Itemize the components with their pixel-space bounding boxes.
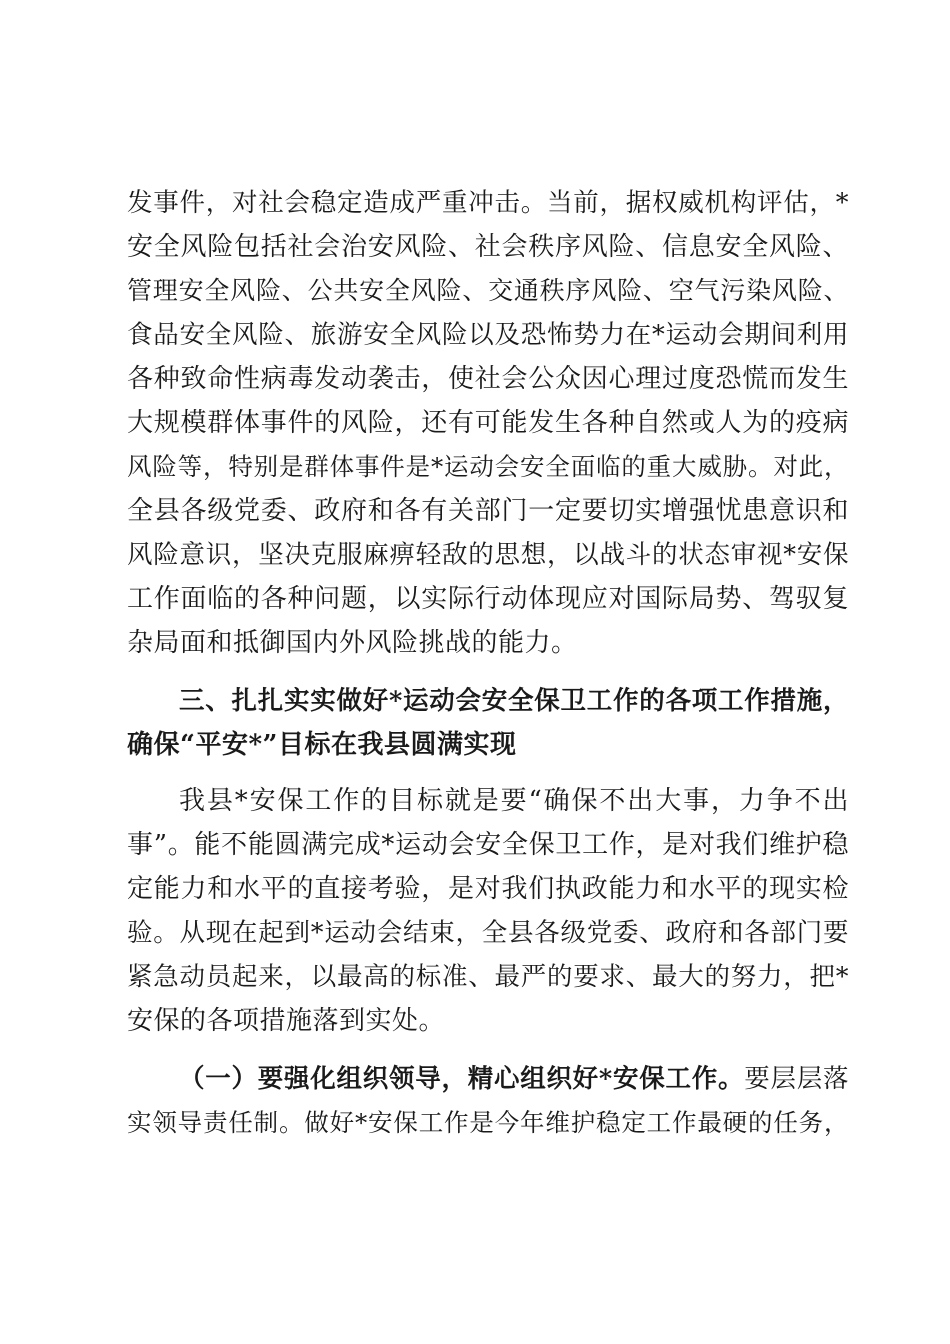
paragraph-line: 验。从现在起到*运动会结束，全县各级党委、政府和各部门要 xyxy=(127,918,849,948)
paragraph-line: 事”。能不能圆满完成*运动会安全保卫工作，是对我们维护稳 xyxy=(127,830,849,860)
paragraph-line: 安保的各项措施落到实处。 xyxy=(127,1006,446,1036)
bold-lead: （一）要强化组织领导，精心组织好*安保工作。 xyxy=(179,1064,745,1094)
paragraph-line: 各种致命性病毒发动袭击，使社会公众因心理过度恐慌而发生 xyxy=(127,364,849,394)
paragraph-text: 要层层落 xyxy=(744,1064,849,1094)
section-heading: 确保“平安*”目标在我县圆满实现 xyxy=(127,730,517,760)
paragraph-line: 我县*安保工作的目标就是要“确保不出大事，力争不出 xyxy=(179,786,849,816)
paragraph-line: 实领导责任制。做好*安保工作是今年维护稳定工作最硬的任务， xyxy=(127,1108,849,1137)
paragraph-line: 紧急动员起来，以最高的标准、最严的要求、最大的努力，把* xyxy=(127,962,849,992)
paragraph-line: 发事件，对社会稳定造成严重冲击。当前，据权威机构评估，* xyxy=(127,188,849,218)
section-heading: 三、扎扎实实做好*运动会安全保卫工作的各项工作措施， xyxy=(179,686,849,716)
paragraph-line: 全县各级党委、政府和各有关部门一定要切实增强忧患意识和 xyxy=(127,496,849,526)
paragraph-line: 工作面临的各种问题，以实际行动体现应对国际局势、驾驭复 xyxy=(127,584,849,614)
paragraph-line: 定能力和水平的直接考验，是对我们执政能力和水平的现实检 xyxy=(127,874,849,904)
paragraph-line: 大规模群体事件的风险，还有可能发生各种自然或人为的疫病 xyxy=(127,408,849,438)
paragraph-line: 风险意识，坚决克服麻痹轻敌的思想，以战斗的状态审视*安保 xyxy=(127,540,849,570)
paragraph-line: 风险等，特别是群体事件是*运动会安全面临的重大威胁。对此， xyxy=(127,452,849,481)
paragraph-line xyxy=(179,1057,849,1101)
paragraph-line: 食品安全风险、旅游安全风险以及恐怖势力在*运动会期间利用 xyxy=(127,320,849,350)
paragraph-line: 杂局面和抵御国内外风险挑战的能力。 xyxy=(127,628,578,658)
paragraph-line: 安全风险包括社会治安风险、社会秩序风险、信息安全风险、 xyxy=(127,232,849,262)
paragraph-line: 管理安全风险、公共安全风险、交通秩序风险、空气污染风险、 xyxy=(127,276,849,305)
